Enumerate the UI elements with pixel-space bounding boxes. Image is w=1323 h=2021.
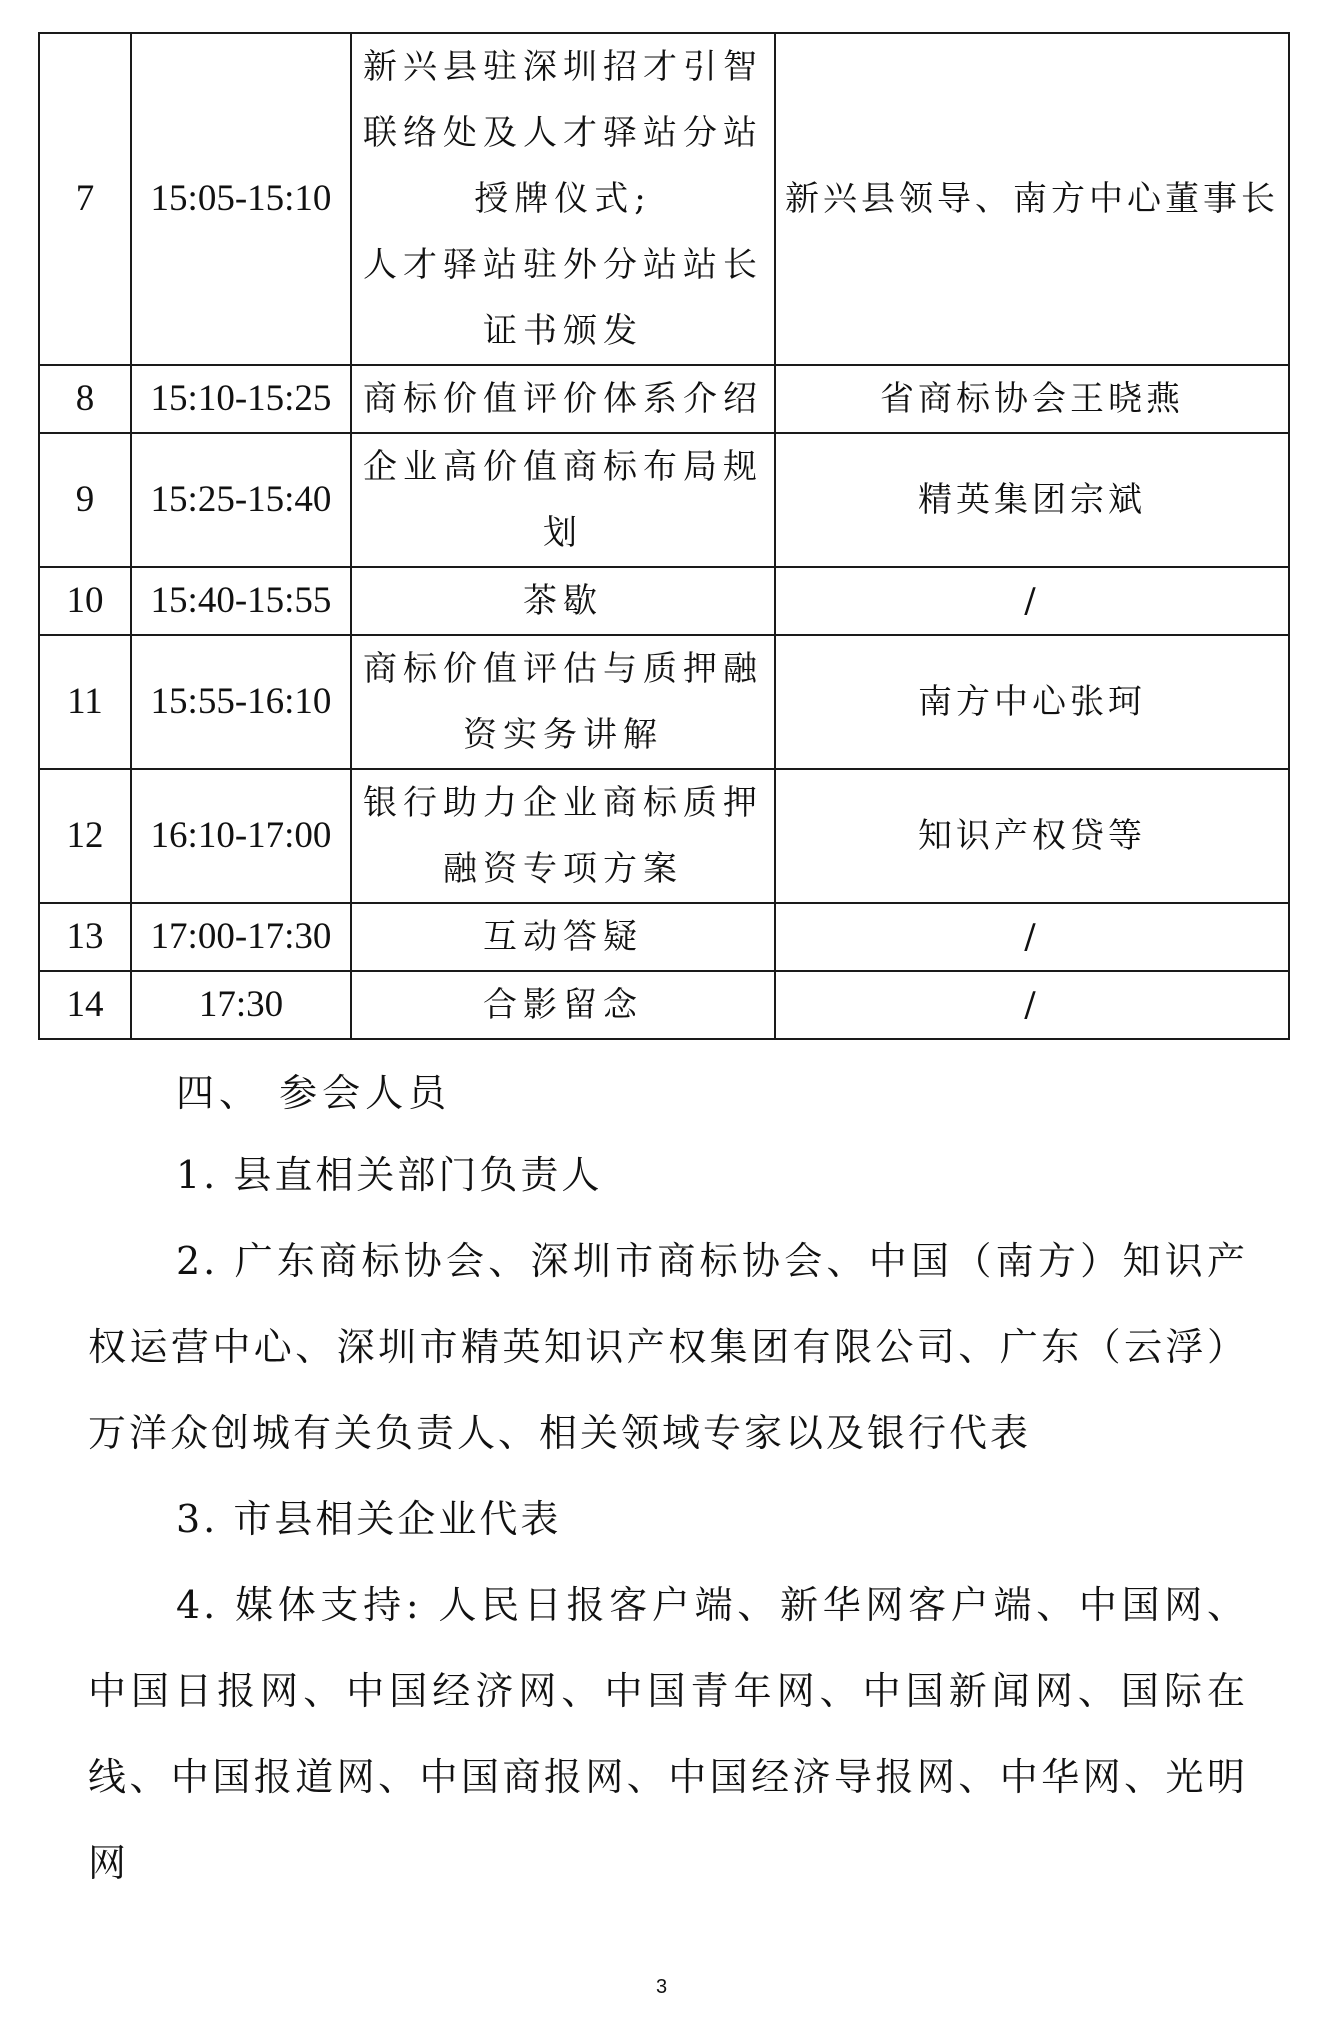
agenda-table: [38, 32, 1290, 1040]
agenda-row-speaker: 省商标协会王晓燕: [775, 365, 1289, 433]
agenda-row-speaker: /: [775, 567, 1289, 635]
agenda-row-number: 7: [39, 33, 131, 365]
agenda-event-line: 融资专项方案: [443, 849, 683, 889]
section-heading: 四、 参会人员: [176, 1071, 452, 1115]
agenda-event-line: 银行助力企业商标质押: [363, 783, 763, 823]
participant-item-3: 3. 市县相关企业代表: [176, 1497, 562, 1541]
agenda-row: [39, 971, 1289, 1039]
agenda-event-line: 资实务讲解: [463, 715, 663, 755]
agenda-row-event: [351, 971, 775, 1039]
agenda-event-line: 互动答疑: [483, 917, 643, 957]
agenda-event-line: 授牌仪式;: [474, 179, 652, 219]
agenda-row-number: 11: [39, 635, 131, 769]
agenda-row-speaker: /: [775, 971, 1289, 1039]
agenda-row-event: [351, 365, 775, 433]
agenda-row-event: [351, 567, 775, 635]
agenda-row: [39, 903, 1289, 971]
agenda-row-speaker: /: [775, 903, 1289, 971]
agenda-row-event: [351, 635, 775, 769]
agenda-event-line: 人才驿站驻外分站站长: [363, 245, 763, 285]
agenda-row-time: 15:05-15:10: [131, 33, 351, 365]
agenda-row: [39, 365, 1289, 433]
agenda-row-number: 14: [39, 971, 131, 1039]
agenda-event-line: 商标价值评估与质押融: [363, 649, 763, 689]
agenda-row: [39, 769, 1289, 903]
agenda-row-speaker: 知识产权贷等: [775, 769, 1289, 903]
agenda-row-event: [351, 903, 775, 971]
agenda-row: [39, 433, 1289, 567]
agenda-row: [39, 567, 1289, 635]
agenda-table-body: [39, 33, 1289, 1039]
agenda-event-line: 合影留念: [483, 985, 643, 1025]
agenda-row-time: 15:40-15:55: [131, 567, 351, 635]
agenda-row-event: [351, 33, 775, 365]
agenda-event-line: 新兴县驻深圳招才引智: [363, 47, 763, 87]
agenda-row-number: 12: [39, 769, 131, 903]
agenda-row-speaker: 新兴县领导、南方中心董事长: [775, 33, 1289, 365]
agenda-row-time: 16:10-17:00: [131, 769, 351, 903]
agenda-row-speaker: 精英集团宗斌: [775, 433, 1289, 567]
agenda-event-line: 证书颁发: [483, 311, 643, 351]
agenda-row-number: 9: [39, 433, 131, 567]
agenda-event-line: 茶歇: [523, 581, 603, 621]
agenda-row-event: [351, 433, 775, 567]
agenda-row-number: 10: [39, 567, 131, 635]
agenda-row-number: 8: [39, 365, 131, 433]
agenda-row: [39, 33, 1289, 365]
participant-item-2: 2. 广东商标协会、深圳市商标协会、中国（南方）知识产权运营中心、深圳市精英知识产权集团有限公司、广东（云浮）万洋众创城有关负责人、相关领域专家以及银行代表: [88, 1239, 1248, 1455]
participant-item-4: 4. 媒体支持: 人民日报客户端、新华网客户端、中国网、中国日报网、中国经济网、中国青年网、中国新闻网、国际在线、中国报道网、中国商报网、中国经济导报网、中华网、光明网: [88, 1583, 1248, 1885]
page-number: 3: [655, 1976, 668, 1998]
participants-section: [88, 1054, 1248, 1906]
agenda-row-time: 17:30: [131, 971, 351, 1039]
agenda-row-time: 17:00-17:30: [131, 903, 351, 971]
agenda-row-time: 15:10-15:25: [131, 365, 351, 433]
agenda-row: [39, 635, 1289, 769]
agenda-row-number: 13: [39, 903, 131, 971]
agenda-row-speaker: 南方中心张珂: [775, 635, 1289, 769]
agenda-event-line: 联络处及人才驿站分站: [363, 113, 763, 153]
agenda-event-line: 商标价值评价体系介绍: [363, 379, 763, 419]
agenda-row-time: 15:55-16:10: [131, 635, 351, 769]
agenda-row-time: 15:25-15:40: [131, 433, 351, 567]
agenda-event-line: 企业高价值商标布局规: [363, 447, 763, 487]
agenda-event-line: 划: [543, 513, 583, 553]
participant-item-1: 1. 县直相关部门负责人: [176, 1153, 603, 1197]
agenda-row-event: [351, 769, 775, 903]
